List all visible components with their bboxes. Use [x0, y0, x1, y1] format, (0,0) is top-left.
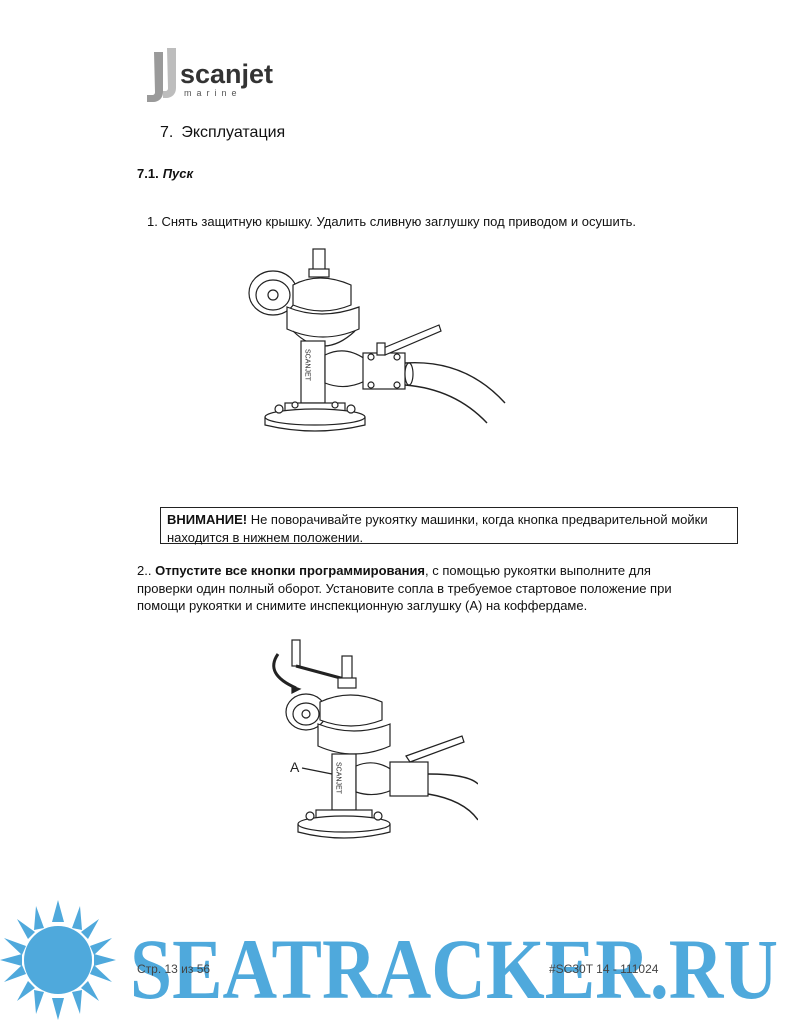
tank-cleaning-machine-figure-1 [245, 245, 515, 440]
step-1-text: 1. Снять защитную крышку. Удалить сливную заглушку под приводом и осушить. [147, 214, 637, 229]
section-title [160, 124, 285, 142]
page-number: Стр. 13 из 56 [137, 962, 211, 976]
seatracker-watermark [0, 898, 791, 1023]
step-2-text [137, 562, 707, 615]
section-title-text: Эксплуатация [181, 124, 286, 141]
svg-text:marine: marine [184, 88, 242, 98]
tank-cleaning-machine-figure-2 [268, 636, 478, 846]
document-id: #SC30T 14 - 111024 [549, 962, 659, 976]
scanjet-marine-logo [140, 44, 320, 106]
section-number: 7. [160, 124, 174, 141]
step-2-prefix: 2.. [137, 563, 156, 578]
warning-box [160, 507, 738, 544]
machine-label-2: SCANJET [334, 762, 342, 794]
subsection-number: 7.1. [137, 166, 159, 181]
watermark-text: SEATRACKER.RU [130, 921, 778, 1017]
warning-text: Не поворачивайте рукоятку машинки, когда кнопка предварительной мойки находится в нижнем положении. [167, 512, 708, 545]
subsection-title [137, 166, 193, 181]
machine-label-1: SCANJET [303, 349, 311, 381]
svg-text:scanjet: scanjet [180, 59, 274, 89]
subsection-title-text: Пуск [162, 166, 194, 181]
inspection-plug-label: A [290, 759, 300, 775]
step-2-bold: Отпустите все кнопки программирования [155, 563, 426, 578]
warning-label: ВНИМАНИЕ! [167, 512, 248, 527]
step-2-body: , с помощью рукоятки выполните для проверки один полный оборот. Установите сопла в требуемое стартовое положение при помощи рукоятки и снимите инспекционную заглушку (А) на коффердаме. [137, 563, 672, 613]
sun-icon [0, 900, 116, 1020]
